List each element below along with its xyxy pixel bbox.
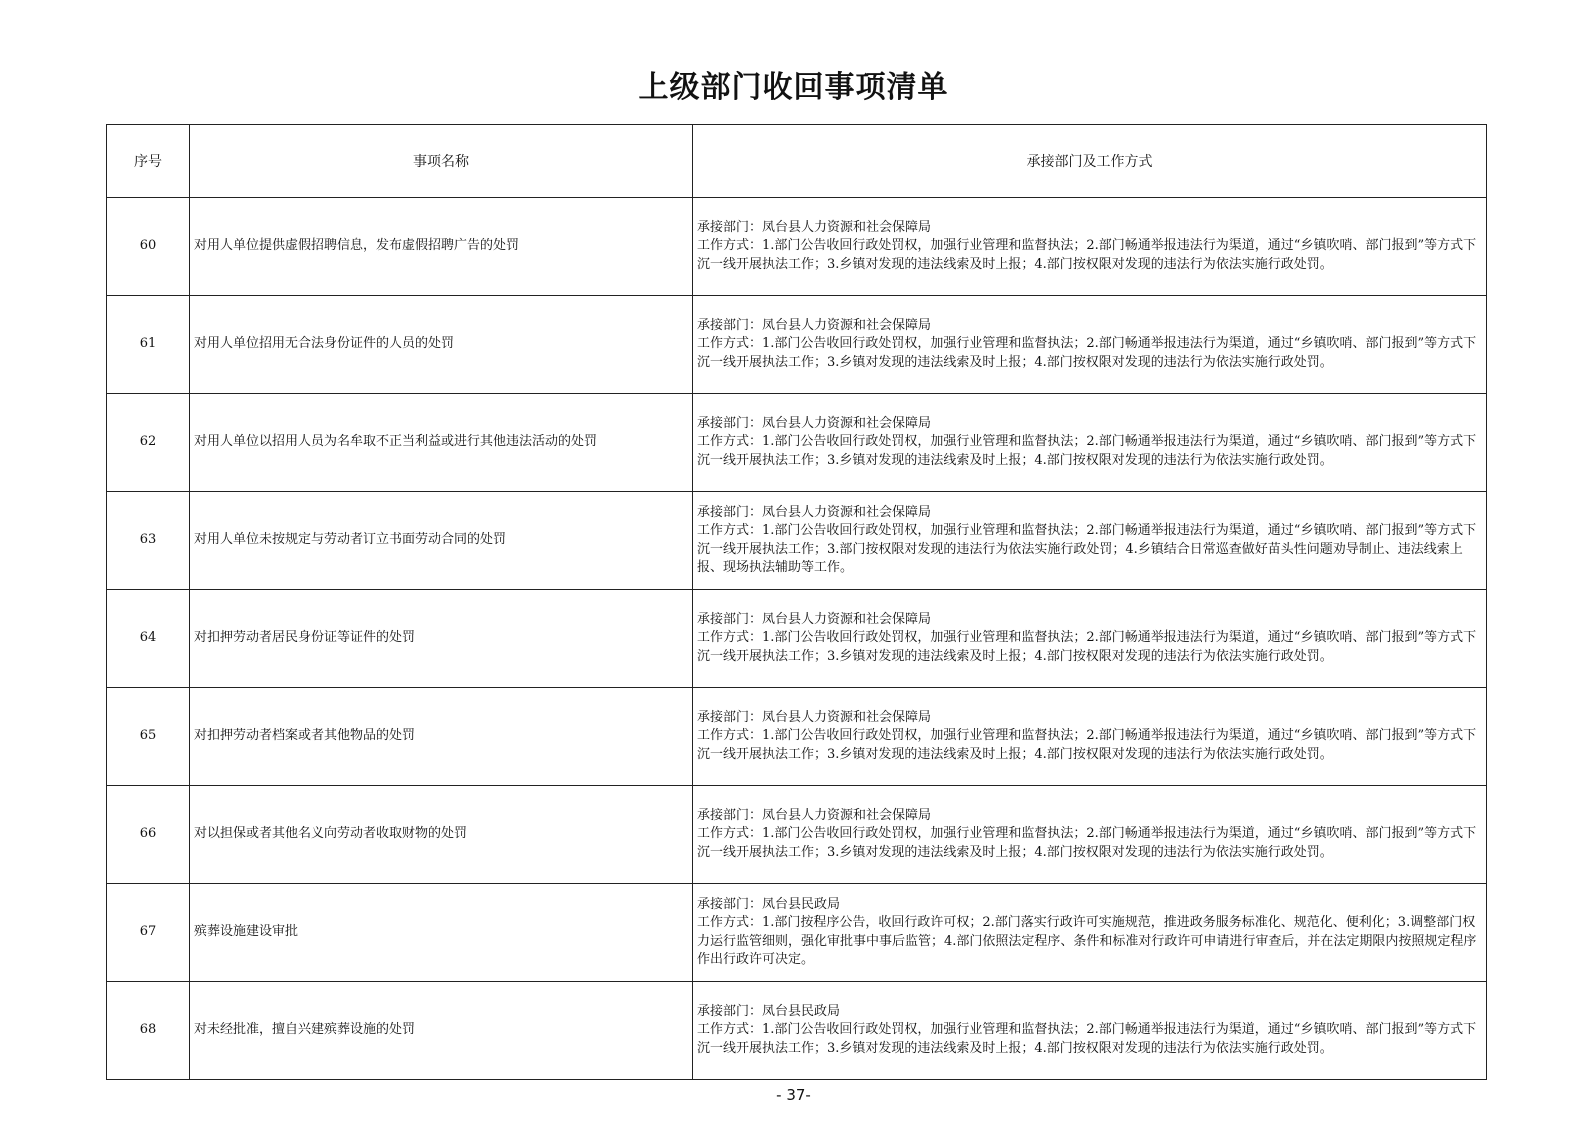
row-item-name: 殡葬设施建设审批 — [190, 884, 693, 982]
row-method: 工作方式：1.部门按程序公告，收回行政许可权；2.部门落实行政许可实施规范，推进政务服务标准化、规范化、便利化；3.调整部门权力运行监管细则，强化审批事中事后监管；4.部门依照法定程序、条件和标准对行政许可申请进行审查后，并在法定期限内按照规定程序作出行政许可决定。 — [697, 915, 1477, 967]
row-item-name: 对扣押劳动者居民身份证等证件的处罚 — [190, 590, 693, 688]
column-header-dept: 承接部门及工作方式 — [693, 125, 1487, 198]
row-method: 工作方式：1.部门公告收回行政处罚权，加强行业管理和监督执法；2.部门畅通举报违法行为渠道，通过“乡镇吹哨、部门报到”等方式下沉一线开展执法工作；3.乡镇对发现的违法线索及时上报；4.部门按权限对发现的违法行为依法实施行政处罚。 — [697, 826, 1477, 860]
row-dept-cell — [693, 492, 1487, 590]
table-row — [107, 394, 1487, 492]
row-item-name: 对用人单位提供虚假招聘信息，发布虚假招聘广告的处罚 — [190, 198, 693, 296]
row-dept: 承接部门：凤台县人力资源和社会保障局 — [697, 219, 932, 235]
row-item-name: 对未经批准，擅自兴建殡葬设施的处罚 — [190, 982, 693, 1080]
row-method: 工作方式：1.部门公告收回行政处罚权，加强行业管理和监督执法；2.部门畅通举报违法行为渠道，通过“乡镇吹哨、部门报到”等方式下沉一线开展执法工作；3.部门按权限对发现的违法行为依法实施行政处罚；4.乡镇结合日常巡查做好苗头性问题劝导制止、违法线索上报、现场执法辅助等工作。 — [697, 523, 1477, 575]
row-index: 64 — [107, 590, 190, 688]
row-dept-cell — [693, 786, 1487, 884]
row-index: 66 — [107, 786, 190, 884]
table-row — [107, 492, 1487, 590]
row-index: 62 — [107, 394, 190, 492]
row-method: 工作方式：1.部门公告收回行政处罚权，加强行业管理和监督执法；2.部门畅通举报违法行为渠道，通过“乡镇吹哨、部门报到”等方式下沉一线开展执法工作；3.乡镇对发现的违法线索及时上报；4.部门按权限对发现的违法行为依法实施行政处罚。 — [697, 238, 1477, 272]
row-index: 67 — [107, 884, 190, 982]
row-dept-cell — [693, 884, 1487, 982]
row-index: 61 — [107, 296, 190, 394]
row-dept: 承接部门：凤台县人力资源和社会保障局 — [697, 317, 932, 333]
row-method: 工作方式：1.部门公告收回行政处罚权，加强行业管理和监督执法；2.部门畅通举报违法行为渠道，通过“乡镇吹哨、部门报到”等方式下沉一线开展执法工作；3.乡镇对发现的违法线索及时上报；4.部门按权限对发现的违法行为依法实施行政处罚。 — [697, 336, 1477, 370]
row-dept: 承接部门：凤台县人力资源和社会保障局 — [697, 504, 932, 520]
row-item-name: 对用人单位以招用人员为名牟取不正当利益或进行其他违法活动的处罚 — [190, 394, 693, 492]
table-row — [107, 198, 1487, 296]
row-item-name: 对用人单位未按规定与劳动者订立书面劳动合同的处罚 — [190, 492, 693, 590]
row-index: 65 — [107, 688, 190, 786]
row-index: 63 — [107, 492, 190, 590]
row-index: 60 — [107, 198, 190, 296]
row-dept: 承接部门：凤台县人力资源和社会保障局 — [697, 709, 932, 725]
items-table — [106, 124, 1487, 1080]
column-header-index: 序号 — [107, 125, 190, 198]
table-row — [107, 296, 1487, 394]
row-dept: 承接部门：凤台县民政局 — [697, 1003, 841, 1019]
row-dept: 承接部门：凤台县人力资源和社会保障局 — [697, 807, 932, 823]
row-index: 68 — [107, 982, 190, 1080]
row-dept-cell — [693, 394, 1487, 492]
row-method: 工作方式：1.部门公告收回行政处罚权，加强行业管理和监督执法；2.部门畅通举报违法行为渠道，通过“乡镇吹哨、部门报到”等方式下沉一线开展执法工作；3.乡镇对发现的违法线索及时上报；4.部门按权限对发现的违法行为依法实施行政处罚。 — [697, 434, 1477, 468]
row-dept-cell — [693, 688, 1487, 786]
page-title: 上级部门收回事项清单 — [638, 70, 949, 105]
row-dept: 承接部门：凤台县人力资源和社会保障局 — [697, 415, 932, 431]
row-item-name: 对以担保或者其他名义向劳动者收取财物的处罚 — [190, 786, 693, 884]
row-dept-cell — [693, 982, 1487, 1080]
row-method: 工作方式：1.部门公告收回行政处罚权，加强行业管理和监督执法；2.部门畅通举报违法行为渠道，通过“乡镇吹哨、部门报到”等方式下沉一线开展执法工作；3.乡镇对发现的违法线索及时上报；4.部门按权限对发现的违法行为依法实施行政处罚。 — [697, 1022, 1477, 1056]
column-header-name: 事项名称 — [190, 125, 693, 198]
row-dept-cell — [693, 198, 1487, 296]
row-dept: 承接部门：凤台县人力资源和社会保障局 — [697, 611, 932, 627]
table-header-row — [107, 125, 1487, 198]
table-row — [107, 688, 1487, 786]
table-row — [107, 982, 1487, 1080]
page-number: - 37- — [776, 1086, 811, 1104]
table-row — [107, 884, 1487, 982]
table-row — [107, 786, 1487, 884]
row-item-name: 对用人单位招用无合法身份证件的人员的处罚 — [190, 296, 693, 394]
row-dept-cell — [693, 590, 1487, 688]
row-method: 工作方式：1.部门公告收回行政处罚权，加强行业管理和监督执法；2.部门畅通举报违法行为渠道，通过“乡镇吹哨、部门报到”等方式下沉一线开展执法工作；3.乡镇对发现的违法线索及时上报；4.部门按权限对发现的违法行为依法实施行政处罚。 — [697, 630, 1477, 664]
table-row — [107, 590, 1487, 688]
row-dept: 承接部门：凤台县民政局 — [697, 896, 841, 912]
row-item-name: 对扣押劳动者档案或者其他物品的处罚 — [190, 688, 693, 786]
row-dept-cell — [693, 296, 1487, 394]
row-method: 工作方式：1.部门公告收回行政处罚权，加强行业管理和监督执法；2.部门畅通举报违法行为渠道，通过“乡镇吹哨、部门报到”等方式下沉一线开展执法工作；3.乡镇对发现的违法线索及时上报；4.部门按权限对发现的违法行为依法实施行政处罚。 — [697, 728, 1477, 762]
